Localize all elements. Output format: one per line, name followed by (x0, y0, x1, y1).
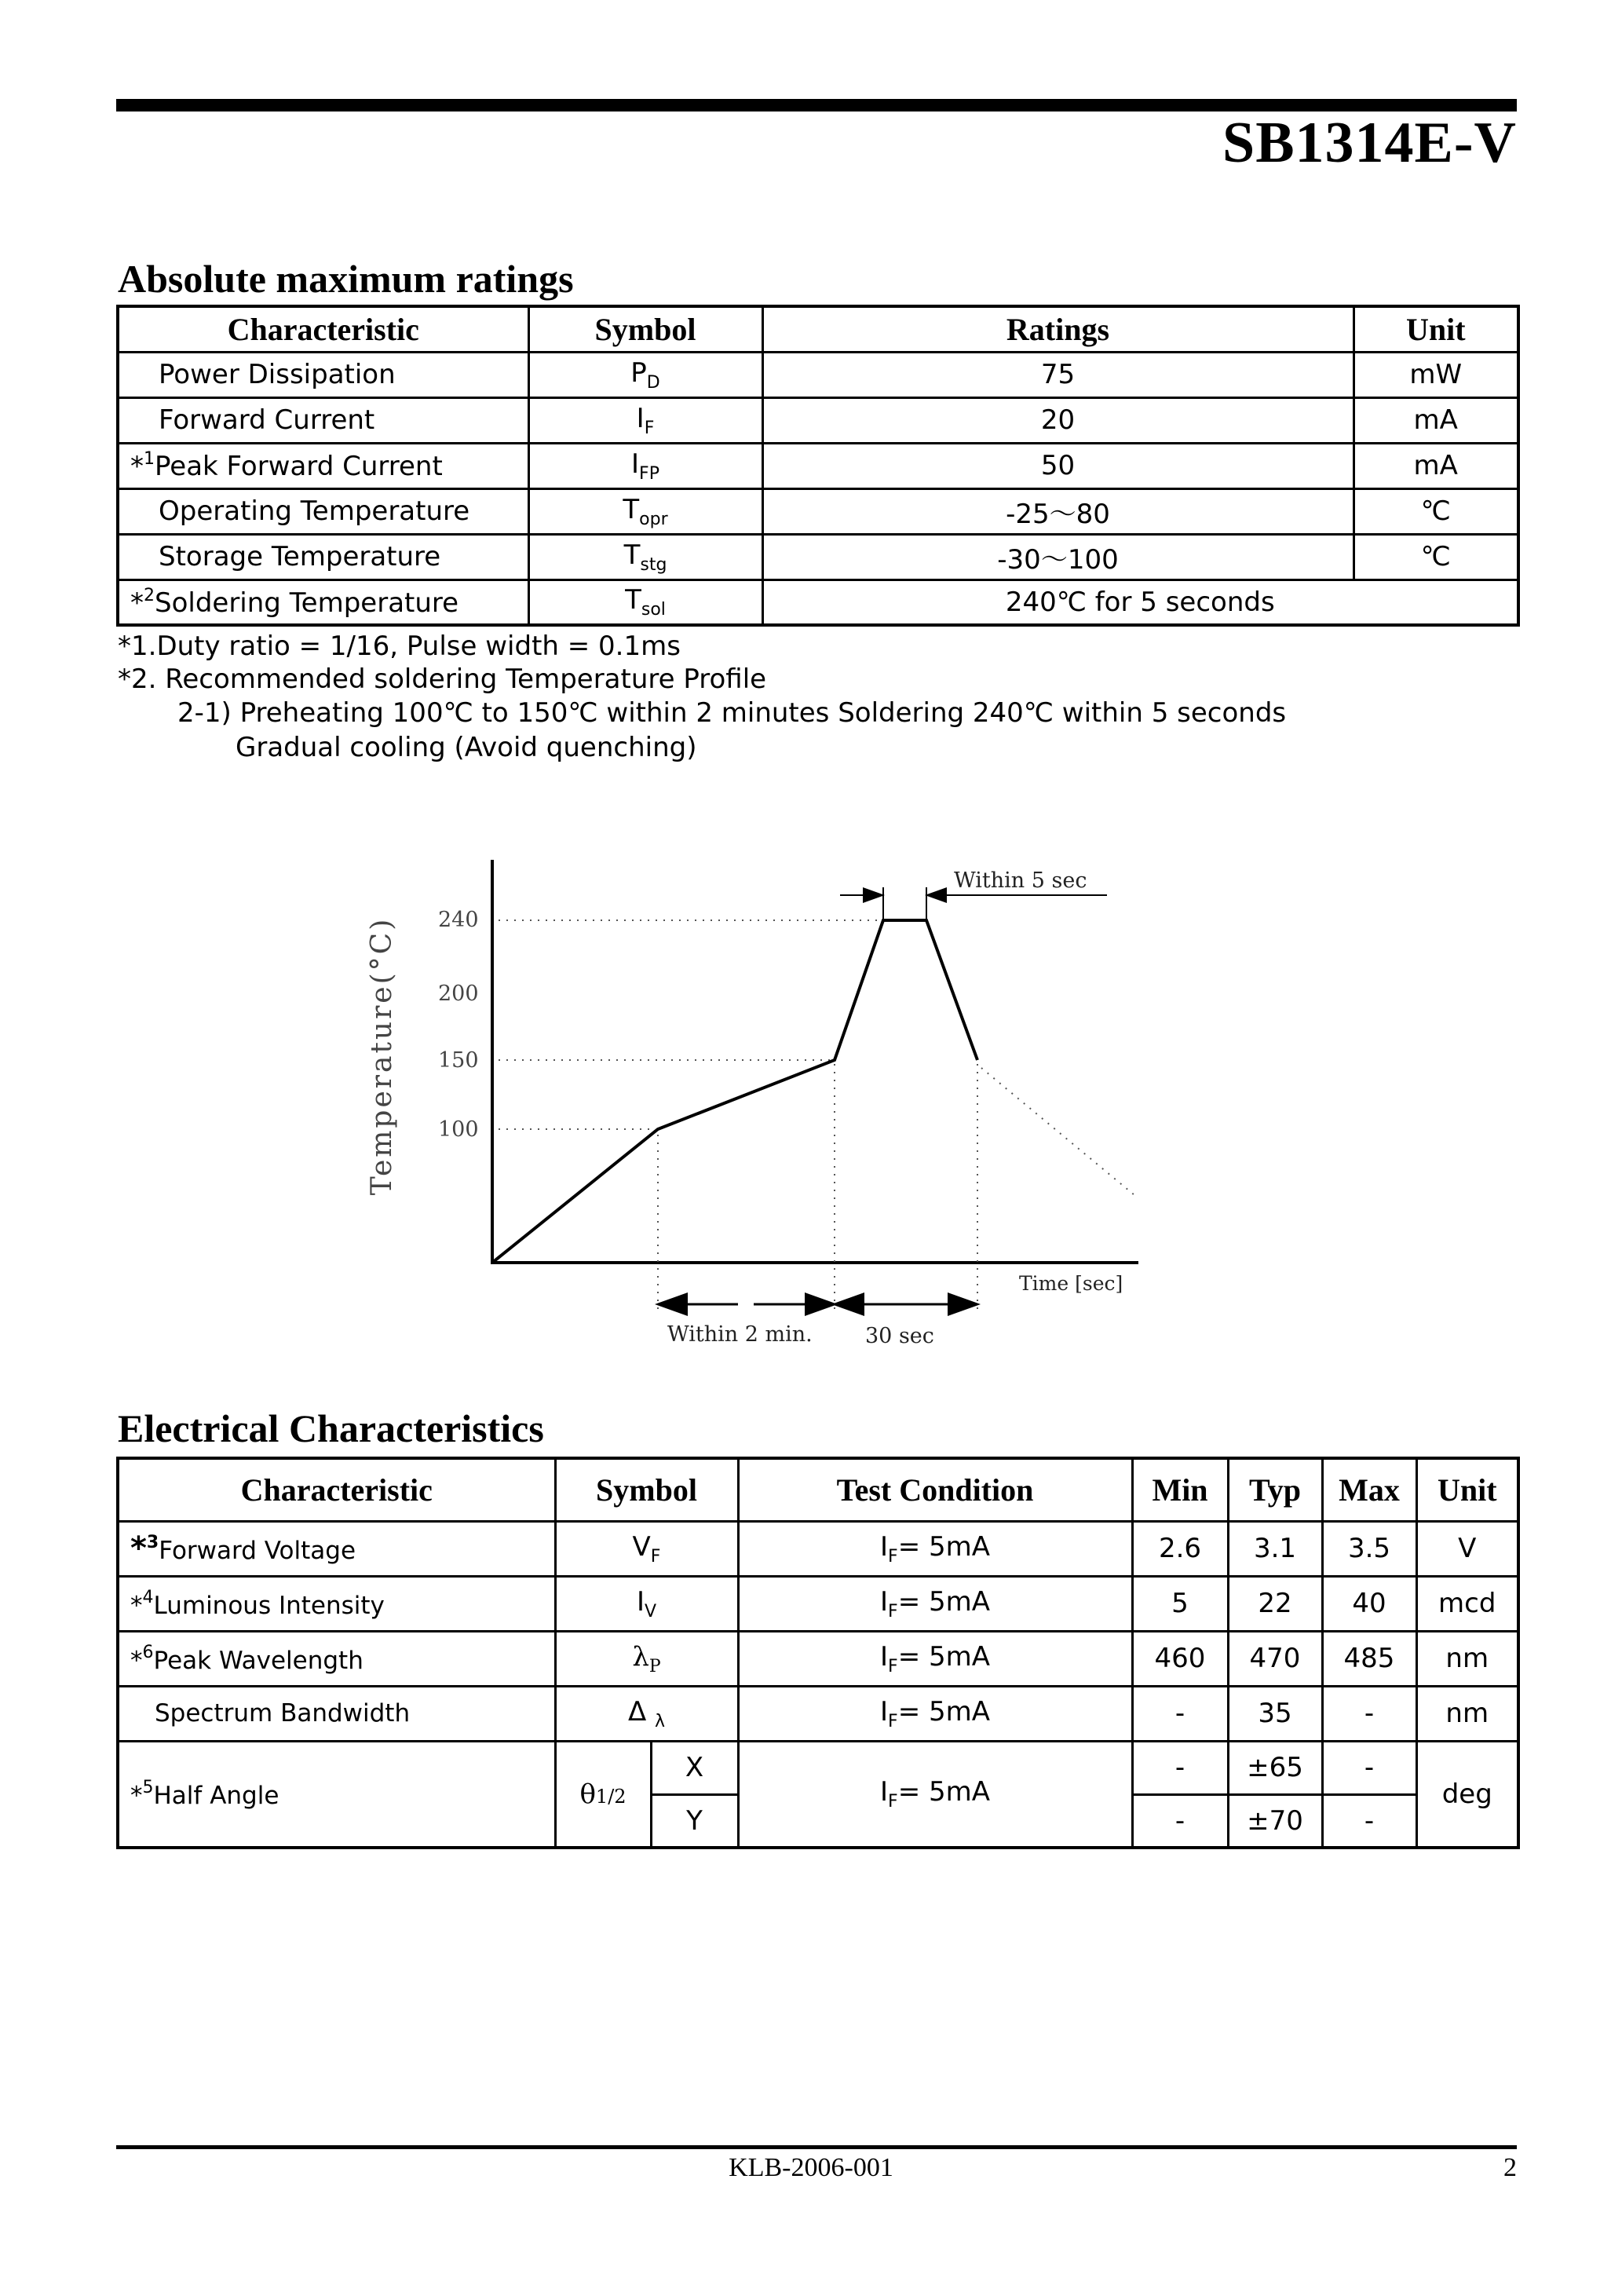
typ-cell: 35 (1228, 1686, 1322, 1741)
table-row (118, 443, 1518, 488)
symbol-cell: $P_D$ (528, 352, 762, 397)
x-axis-label: Time [sec] (1019, 1272, 1123, 1295)
condition-cell: $I_F= 5mA$ (738, 1741, 1132, 1848)
condition-cell: $I_F= 5mA$ (738, 1521, 1132, 1576)
profile-line (492, 920, 977, 1263)
symbol-cell: $\lambda_P$ (555, 1631, 738, 1686)
unit-cell: V (1416, 1521, 1518, 1576)
condition-cell: $I_F= 5mA$ (738, 1686, 1132, 1741)
page-number: 2 (1503, 2153, 1517, 2182)
axis-cell: Y (651, 1794, 738, 1848)
typ-cell: ±65 (1228, 1741, 1322, 1794)
max-cell: 485 (1322, 1631, 1416, 1686)
note-cooling: Gradual cooling (Avoid quenching) (236, 732, 697, 763)
table-row (118, 534, 1518, 579)
column-header: Characteristic (118, 1458, 555, 1521)
unit-cell: mW (1353, 352, 1518, 397)
absolute-max-table (116, 305, 1520, 627)
characteristic-cell: *$^3$Forward Voltage (118, 1521, 555, 1576)
symbol-cell: $T_{stg}$ (528, 534, 762, 579)
electrical-table (116, 1457, 1520, 1849)
table-row (118, 397, 1518, 443)
column-header: Typ (1228, 1458, 1322, 1521)
table-row (118, 1521, 1518, 1576)
typ-cell: ±70 (1228, 1794, 1322, 1848)
footer-document-code: KLB-2006-001 (729, 2153, 893, 2182)
column-header: Min (1132, 1458, 1228, 1521)
y-tick-label: 200 (438, 982, 479, 1006)
typ-cell: 3.1 (1228, 1521, 1322, 1576)
symbol-cell: Δ $_\lambda$ (555, 1686, 738, 1741)
symbol-cell: $I_V$ (555, 1576, 738, 1631)
min-cell: 5 (1132, 1576, 1228, 1631)
electrical-title: Electrical Characteristics (118, 1406, 544, 1450)
characteristic-cell: Spectrum Bandwidth (118, 1686, 555, 1741)
max-cell: - (1322, 1686, 1416, 1741)
table-header-row (118, 306, 1518, 352)
max-cell: - (1322, 1794, 1416, 1848)
rating-cell: 50 (762, 443, 1353, 488)
unit-cell: deg (1416, 1741, 1518, 1848)
max-cell: 3.5 (1322, 1521, 1416, 1576)
preheat-label: Within 2 min. (667, 1322, 813, 1347)
symbol-cell: $I_F$ (528, 397, 762, 443)
characteristic-cell: *$^6$Peak Wavelength (118, 1631, 555, 1686)
note-duty-ratio: *1.Duty ratio = 1/16, Pulse width = 0.1ms (118, 631, 681, 662)
symbol-cell: $T_{opr}$ (528, 488, 762, 534)
document-title: SB1314E-V (1222, 111, 1517, 175)
column-header: Symbol (555, 1458, 738, 1521)
y-axis-label: Temperature(°C) (366, 916, 398, 1196)
min-cell: 2.6 (1132, 1521, 1228, 1576)
bottom-rule (116, 2145, 1517, 2149)
symbol-cell: $T_{sol}$ (528, 579, 762, 625)
characteristic-cell: Power Dissipation (118, 352, 528, 397)
table-header-row (118, 1458, 1518, 1521)
unit-cell: mA (1353, 397, 1518, 443)
min-cell: 460 (1132, 1631, 1228, 1686)
soldering-profile-chart (330, 832, 1201, 1366)
unit-cell: mcd (1416, 1576, 1518, 1631)
min-cell: - (1132, 1794, 1228, 1848)
table-row (118, 1741, 1518, 1794)
characteristic-cell: Forward Current (118, 397, 528, 443)
column-header: Ratings (762, 306, 1353, 352)
column-header: Unit (1353, 306, 1518, 352)
unit-cell: nm (1416, 1631, 1518, 1686)
y-tick-label: 150 (438, 1048, 479, 1073)
column-header: Characteristic (118, 306, 528, 352)
symbol-cell: θ1/2 (555, 1741, 651, 1848)
max-cell: - (1322, 1741, 1416, 1794)
table-row (118, 488, 1518, 534)
unit-cell: ℃ (1353, 488, 1518, 534)
condition-cell: $I_F= 5mA$ (738, 1631, 1132, 1686)
unit-cell: nm (1416, 1686, 1518, 1741)
characteristic-cell: *$^2$Soldering Temperature (118, 579, 528, 625)
rating-cell: -25～80 (762, 488, 1353, 534)
y-tick-label: 240 (438, 908, 479, 932)
symbol-cell: $I_{FP}$ (528, 443, 762, 488)
rating-cell: 75 (762, 352, 1353, 397)
min-cell: - (1132, 1686, 1228, 1741)
table-row (118, 1686, 1518, 1741)
note-soldering-profile: *2. Recommended soldering Temperature Profile (118, 664, 767, 695)
absolute-max-title: Absolute maximum ratings (118, 257, 574, 301)
unit-cell: ℃ (1353, 534, 1518, 579)
note-preheating: 2-1) Preheating 100℃ to 150℃ within 2 minutes Soldering 240℃ within 5 seconds (177, 697, 1287, 729)
table-row (118, 352, 1518, 397)
column-header: Symbol (528, 306, 762, 352)
characteristic-cell: *$^5$Half Angle (118, 1741, 555, 1848)
rating-cell: -30～100 (762, 534, 1353, 579)
ramp-label: 30 sec (865, 1324, 934, 1348)
symbol-cell: $V_F$ (555, 1521, 738, 1576)
y-tick-label: 100 (438, 1117, 479, 1142)
peak-label: Within 5 sec (954, 868, 1087, 893)
typ-cell: 470 (1228, 1631, 1322, 1686)
condition-cell: $I_F= 5mA$ (738, 1576, 1132, 1631)
min-cell: - (1132, 1741, 1228, 1794)
characteristic-cell: Operating Temperature (118, 488, 528, 534)
typ-cell: 22 (1228, 1576, 1322, 1631)
characteristic-cell: *$^1$Peak Forward Current (118, 443, 528, 488)
cooling-line (981, 1068, 1134, 1195)
rating-cell: 240℃ for 5 seconds (762, 579, 1518, 625)
column-header: Unit (1416, 1458, 1518, 1521)
unit-cell: mA (1353, 443, 1518, 488)
characteristic-cell: Storage Temperature (118, 534, 528, 579)
max-cell: 40 (1322, 1576, 1416, 1631)
table-row (118, 1631, 1518, 1686)
table-row (118, 1576, 1518, 1631)
column-header: Max (1322, 1458, 1416, 1521)
column-header: Test Condition (738, 1458, 1132, 1521)
rating-cell: 20 (762, 397, 1353, 443)
characteristic-cell: *$^4$Luminous Intensity (118, 1576, 555, 1631)
table-row (118, 579, 1518, 625)
axis-cell: X (651, 1741, 738, 1794)
